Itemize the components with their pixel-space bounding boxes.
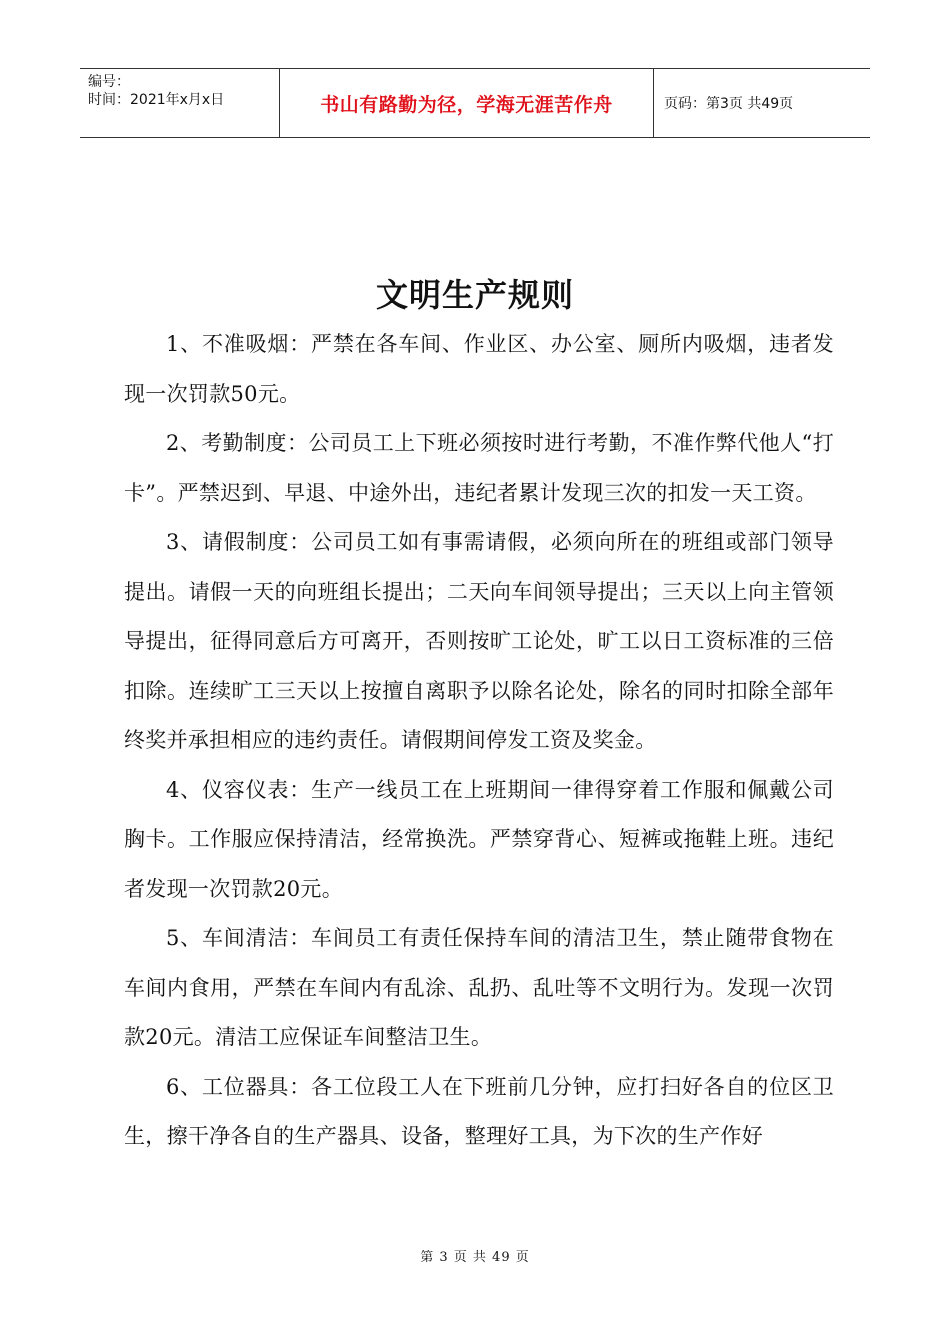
document-title: 文明生产规则: [375, 276, 574, 314]
rule-paragraph-3: 3、请假制度：公司员工如有事需请假，必须向所在的班组或部门领导提出。请假一天的向班组长提出；二天向车间领导提出；三天以上向主管领导提出，征得同意后方可离开，否则按旷工论处，旷工以日工资标准的三倍扣除。连续旷工三天以上按擅自离职予以除名论处，除名的同时扣除全部年终奖并承担相应的违约责任。请假期间停发工资及奖金。: [124, 530, 834, 752]
document-number-label: 编号：: [88, 74, 130, 90]
header-info-cell: [80, 69, 280, 137]
document-time-label: 时间：2021年x月x日: [88, 92, 225, 108]
rule-paragraph-1: 1、不准吸烟：严禁在各车间、作业区、办公室、厕所内吸烟，违者发现一次罚款50元。: [124, 332, 834, 406]
rule-paragraph-5: 5、车间清洁：车间员工有责任保持车间的清洁卫生，禁止随带食物在车间内食用，严禁在车间内有乱涂、乱扔、乱吐等不文明行为。发现一次罚款20元。清洁工应保证车间整洁卫生。: [124, 926, 834, 1049]
header-page-code: 页码：第3页 共49页: [664, 96, 794, 112]
page-footer: 第 3 页 共 49 页: [420, 1250, 530, 1265]
rule-paragraph-2: 2、考勤制度：公司员工上下班必须按时进行考勤，不准作弊代他人“打卡”。严禁迟到、早退、中途外出，违纪者累计发现三次的扣发一天工资。: [124, 431, 834, 505]
document-header: [80, 68, 870, 138]
document-body: [124, 320, 834, 1162]
rule-paragraph-6: 6、工位器具：各工位段工人在下班前几分钟，应打扫好各自的位区卫生，擦干净各自的生产器具、设备，整理好工具，为下次的生产作好: [124, 1074, 834, 1148]
rule-paragraph-4: 4、仪容仪表：生产一线员工在上班期间一律得穿着工作服和佩戴公司胸卡。工作服应保持清洁，经常换洗。严禁穿背心、短裤或拖鞋上班。违纪者发现一次罚款20元。: [124, 777, 834, 901]
header-motto: 书山有路勤为径，学海无涯苦作舟: [280, 69, 654, 137]
